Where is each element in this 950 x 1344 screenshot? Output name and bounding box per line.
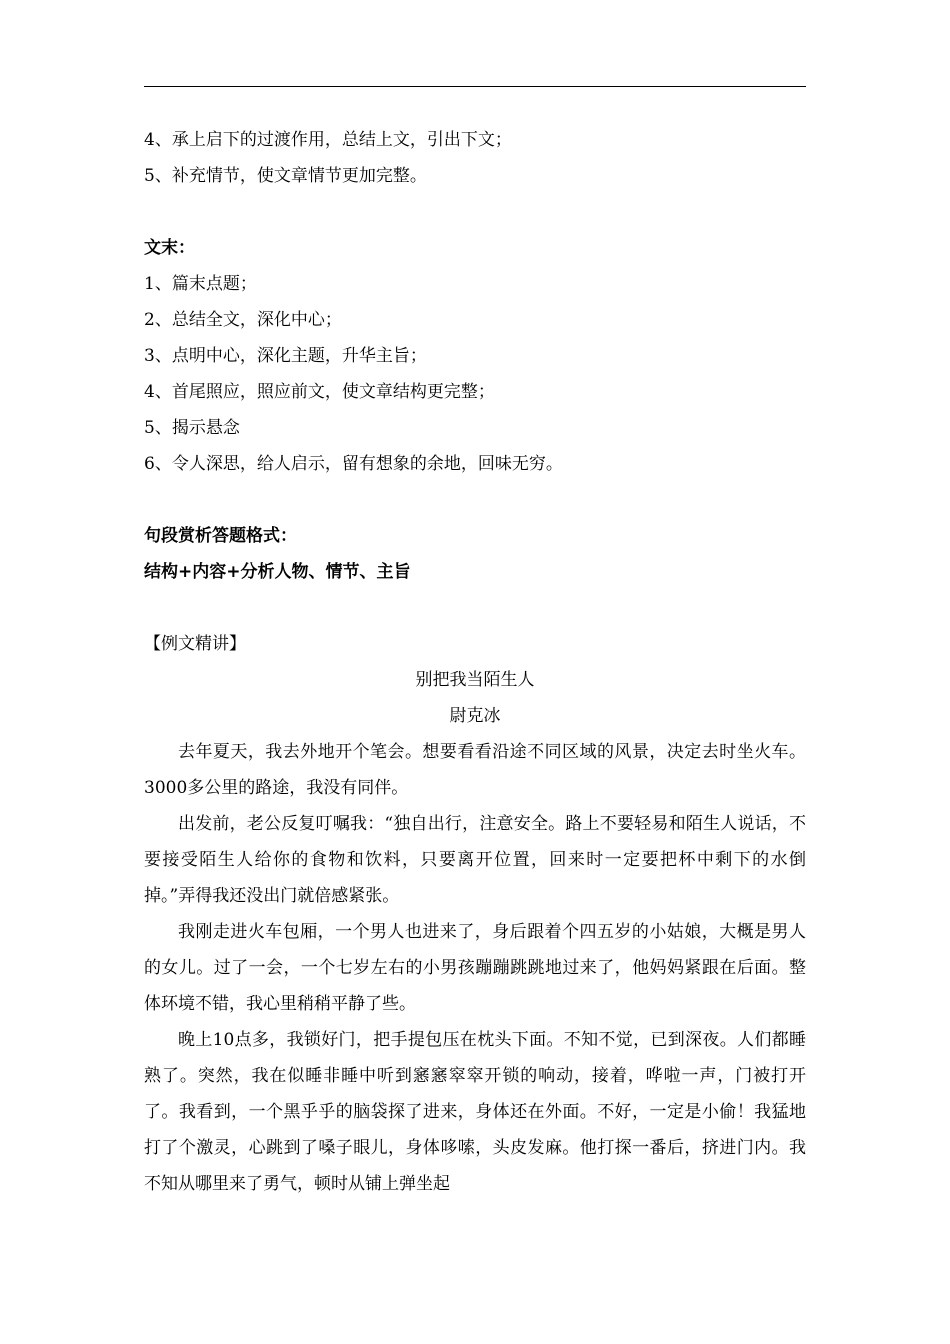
spacer (144, 590, 806, 626)
header-rule (144, 86, 806, 87)
list-item: 1、篇末点题； (144, 274, 257, 294)
section-heading-ending: 文末： (144, 238, 195, 258)
list-item: 2、总结全文，深化中心； (144, 310, 342, 330)
spacer (144, 482, 806, 518)
list-item: 4、承上启下的过渡作用，总结上文，引出下文； (144, 130, 512, 150)
list-item: 5、补充情节，使文章情节更加完整。 (144, 166, 427, 186)
document-body (144, 122, 806, 1202)
list-item: 6、令人深思，给人启示，留有想象的余地，回味无穷。 (144, 454, 563, 474)
section-heading-format: 句段赏析答题格式： (144, 526, 297, 546)
essay-paragraph: 去年夏天，我去外地开个笔会。想要看看沿途不同区域的风景，决定去时坐火车。3000多公里的路途，我没有同伴。 (144, 742, 806, 798)
essay-paragraph: 我刚走进火车包厢，一个男人也进来了，身后跟着个四五岁的小姑娘，大概是男人的女儿。过了一会，一个七岁左右的小男孩蹦蹦跳跳地过来了，他妈妈紧跟在后面。整体环境不错，我心里稍稍平静了些。 (144, 922, 806, 1014)
essay-paragraph: 晚上10点多，我锁好门，把手提包压在枕头下面。不知不觉，已到深夜。人们都睡熟了。突然，我在似睡非睡中听到窸窸窣窣开锁的响动，接着，哗啦一声，门被打开了。我看到，一个黑乎乎的脑袋探了进来，身体还在外面。不好，一定是小偷！我猛地打了个激灵，心跳到了嗓子眼儿，身体哆嗦，头皮发麻。他打探一番后，挤进门内。我不知从哪里来了勇气，顿时从铺上弹坐起 (144, 1030, 806, 1194)
essay-author: 尉克冰 (449, 706, 501, 726)
list-item: 3、点明中心，深化主题，升华主旨； (144, 346, 427, 366)
example-label: 【例文精讲】 (144, 634, 246, 654)
essay-paragraph: 出发前，老公反复叮嘱我：“独自出行，注意安全。路上不要轻易和陌生人说话，不要接受陌生人给你的食物和饮料，只要离开位置，回来时一定要把杯中剩下的水倒掉。”弄得我还没出门就倍感紧张。 (144, 814, 806, 906)
answer-formula: 结构+内容+分析人物、情节、主旨 (144, 562, 411, 582)
essay-title: 别把我当陌生人 (415, 670, 535, 690)
spacer (144, 194, 806, 230)
list-item: 5、揭示悬念 (144, 418, 240, 438)
list-item: 4、首尾照应，照应前文，使文章结构更完整； (144, 382, 495, 402)
